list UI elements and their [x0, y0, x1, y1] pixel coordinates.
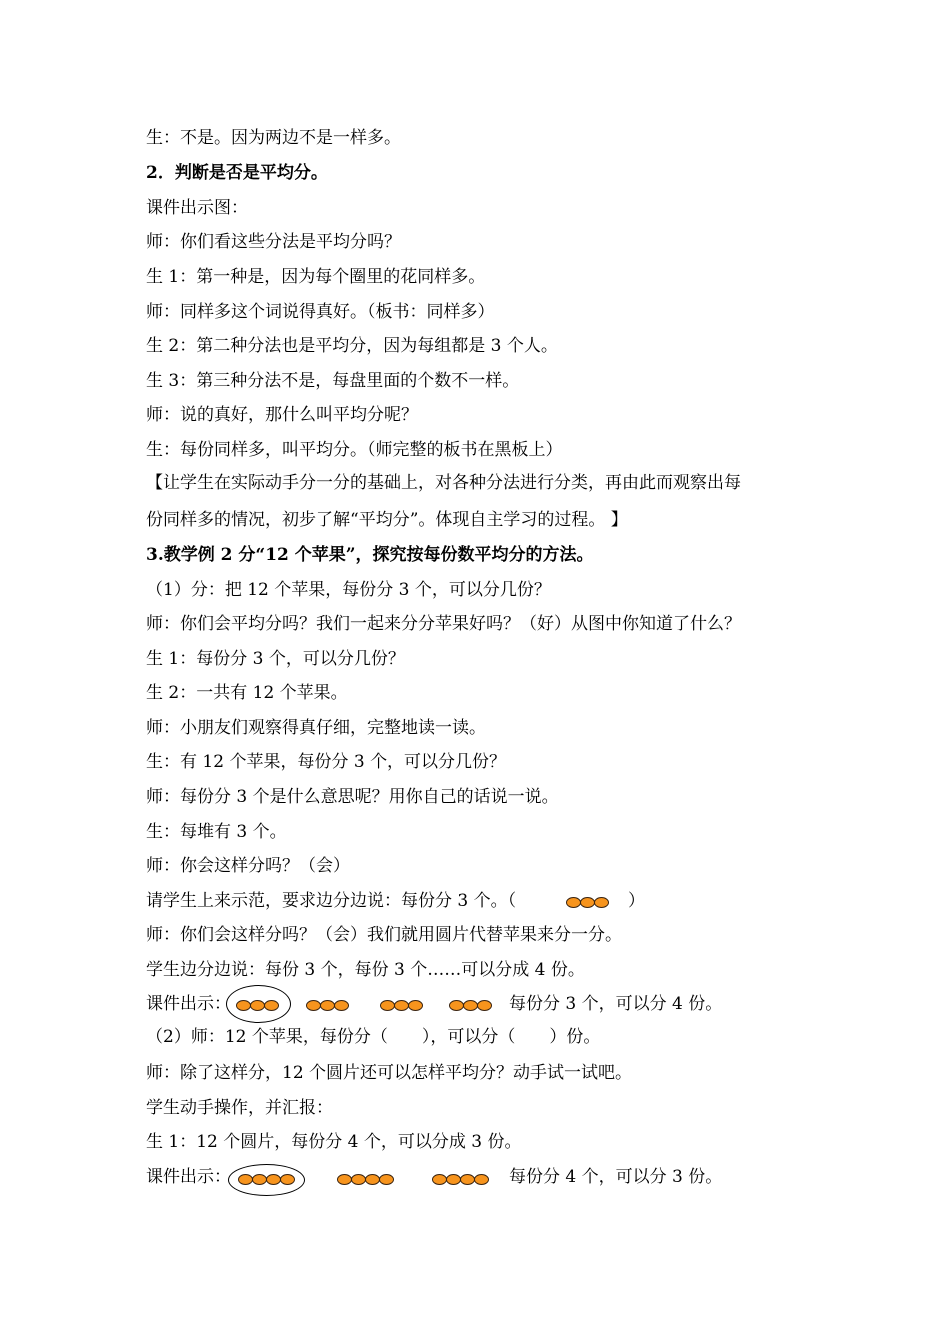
text-line: 生：不是。因为两边不是一样多。: [146, 128, 401, 148]
text-line: 师：你们会这样分吗？（会）我们就用圆片代替苹果来分一分。: [146, 925, 622, 945]
apple-dot: [432, 1174, 447, 1185]
text-line: 师：说的真好，那什么叫平均分呢？: [146, 405, 418, 425]
text-line: 师：同样多这个词说得真好。（板书：同样多）: [146, 302, 495, 322]
text-line: 生：有 12 个苹果，每份分 3 个，可以分几份？: [146, 752, 507, 772]
text-line: 请学生上来示范，要求边分边说：每份分 3 个。（: [146, 891, 517, 911]
apple-dot: [580, 897, 595, 908]
apple-dot: [238, 1174, 253, 1185]
section-heading: 2．判断是否是平均分。: [146, 163, 328, 183]
text-line: 生 3：第三种分法不是，每盘里面的个数不一样。: [146, 371, 520, 391]
apple-dot: [264, 1000, 279, 1011]
apple-dot: [463, 1000, 478, 1011]
closing-paren: ）: [628, 891, 645, 911]
apple-dot: [408, 1000, 423, 1011]
apple-dot: [351, 1174, 366, 1185]
commentary-line: 【让学生在实际动手分一分的基础上，对各种分法进行分类，再由此而观察出每: [146, 473, 741, 493]
apple-group: [337, 1174, 393, 1185]
text-line: 生 1：每份分 3 个，可以分几份？: [146, 649, 405, 669]
apple-group: [236, 1000, 278, 1011]
apple-dot: [449, 1000, 464, 1011]
apple-dot: [394, 1000, 409, 1011]
apple-dot: [594, 897, 609, 908]
apple-dot: [566, 897, 581, 908]
apple-dot: [460, 1174, 475, 1185]
text-line: 学生动手操作，并汇报：: [146, 1098, 333, 1118]
text-line: （2）师：12 个苹果，每份分（ ），可以分（ ）份。: [146, 1027, 601, 1047]
text-line: 生 1：第一种是，因为每个圈里的花同样多。: [146, 267, 486, 287]
apple-dot: [280, 1174, 295, 1185]
apple-group: [238, 1174, 294, 1185]
apple-dot: [252, 1174, 267, 1185]
text-line: 生：每份同样多，叫平均分。（师完整的板书在黑板上）: [146, 440, 563, 460]
apple-dot: [446, 1174, 461, 1185]
apple-dot: [266, 1174, 281, 1185]
text-line: 师：每份分 3 个是什么意思呢？用你自己的话说一说。: [146, 787, 559, 807]
text-line: 课件出示：: [146, 994, 231, 1014]
text-line: 生：每堆有 3 个。: [146, 822, 287, 842]
display-caption: 每份分 3 个，可以分 4 份。: [509, 994, 723, 1014]
apple-group: [566, 897, 608, 908]
text-line: 师：你会这样分吗？（会）: [146, 856, 350, 876]
apple-dot: [477, 1000, 492, 1011]
text-line: 师：你们看这些分法是平均分吗？: [146, 232, 401, 252]
text-line: 生 2：第二种分法也是平均分，因为每组都是 3 个人。: [146, 336, 558, 356]
apple-dot: [379, 1174, 394, 1185]
apple-dot: [380, 1000, 395, 1011]
apple-group: [306, 1000, 348, 1011]
display-caption: 每份分 4 个，可以分 3 份。: [509, 1167, 723, 1187]
apple-group: [432, 1174, 488, 1185]
text-line: 生 1：12 个圆片，每份分 4 个，可以分成 3 份。: [146, 1132, 522, 1152]
section-heading: 3.教学例 2 分“12 个苹果”，探究按每份数平均分的方法。: [146, 545, 594, 565]
apple-dot: [306, 1000, 321, 1011]
text-line: 学生边分边说：每份 3 个，每份 3 个……可以分成 4 份。: [146, 960, 585, 980]
text-line: 课件出示：: [146, 1167, 231, 1187]
apple-dot: [334, 1000, 349, 1011]
text-line: 师：你们会平均分吗？我们一起来分分苹果好吗？（好）从图中你知道了什么？: [146, 614, 741, 634]
text-line: （1）分：把 12 个苹果，每份分 3 个，可以分几份？: [146, 580, 551, 600]
text-line: 师：小朋友们观察得真仔细，完整地读一读。: [146, 718, 486, 738]
apple-dot: [250, 1000, 265, 1011]
text-line: 课件出示图：: [146, 198, 248, 218]
apple-dot: [474, 1174, 489, 1185]
apple-dot: [320, 1000, 335, 1011]
apple-group: [449, 1000, 491, 1011]
text-line: 生 2：一共有 12 个苹果。: [146, 683, 348, 703]
apple-dot: [337, 1174, 352, 1185]
apple-group: [380, 1000, 422, 1011]
commentary-line: 份同样多的情况，初步了解“平均分”。体现自主学习的过程。 】: [146, 510, 628, 530]
apple-dot: [236, 1000, 251, 1011]
apple-dot: [365, 1174, 380, 1185]
text-line: 师：除了这样分，12 个圆片还可以怎样平均分？动手试一试吧。: [146, 1063, 633, 1083]
